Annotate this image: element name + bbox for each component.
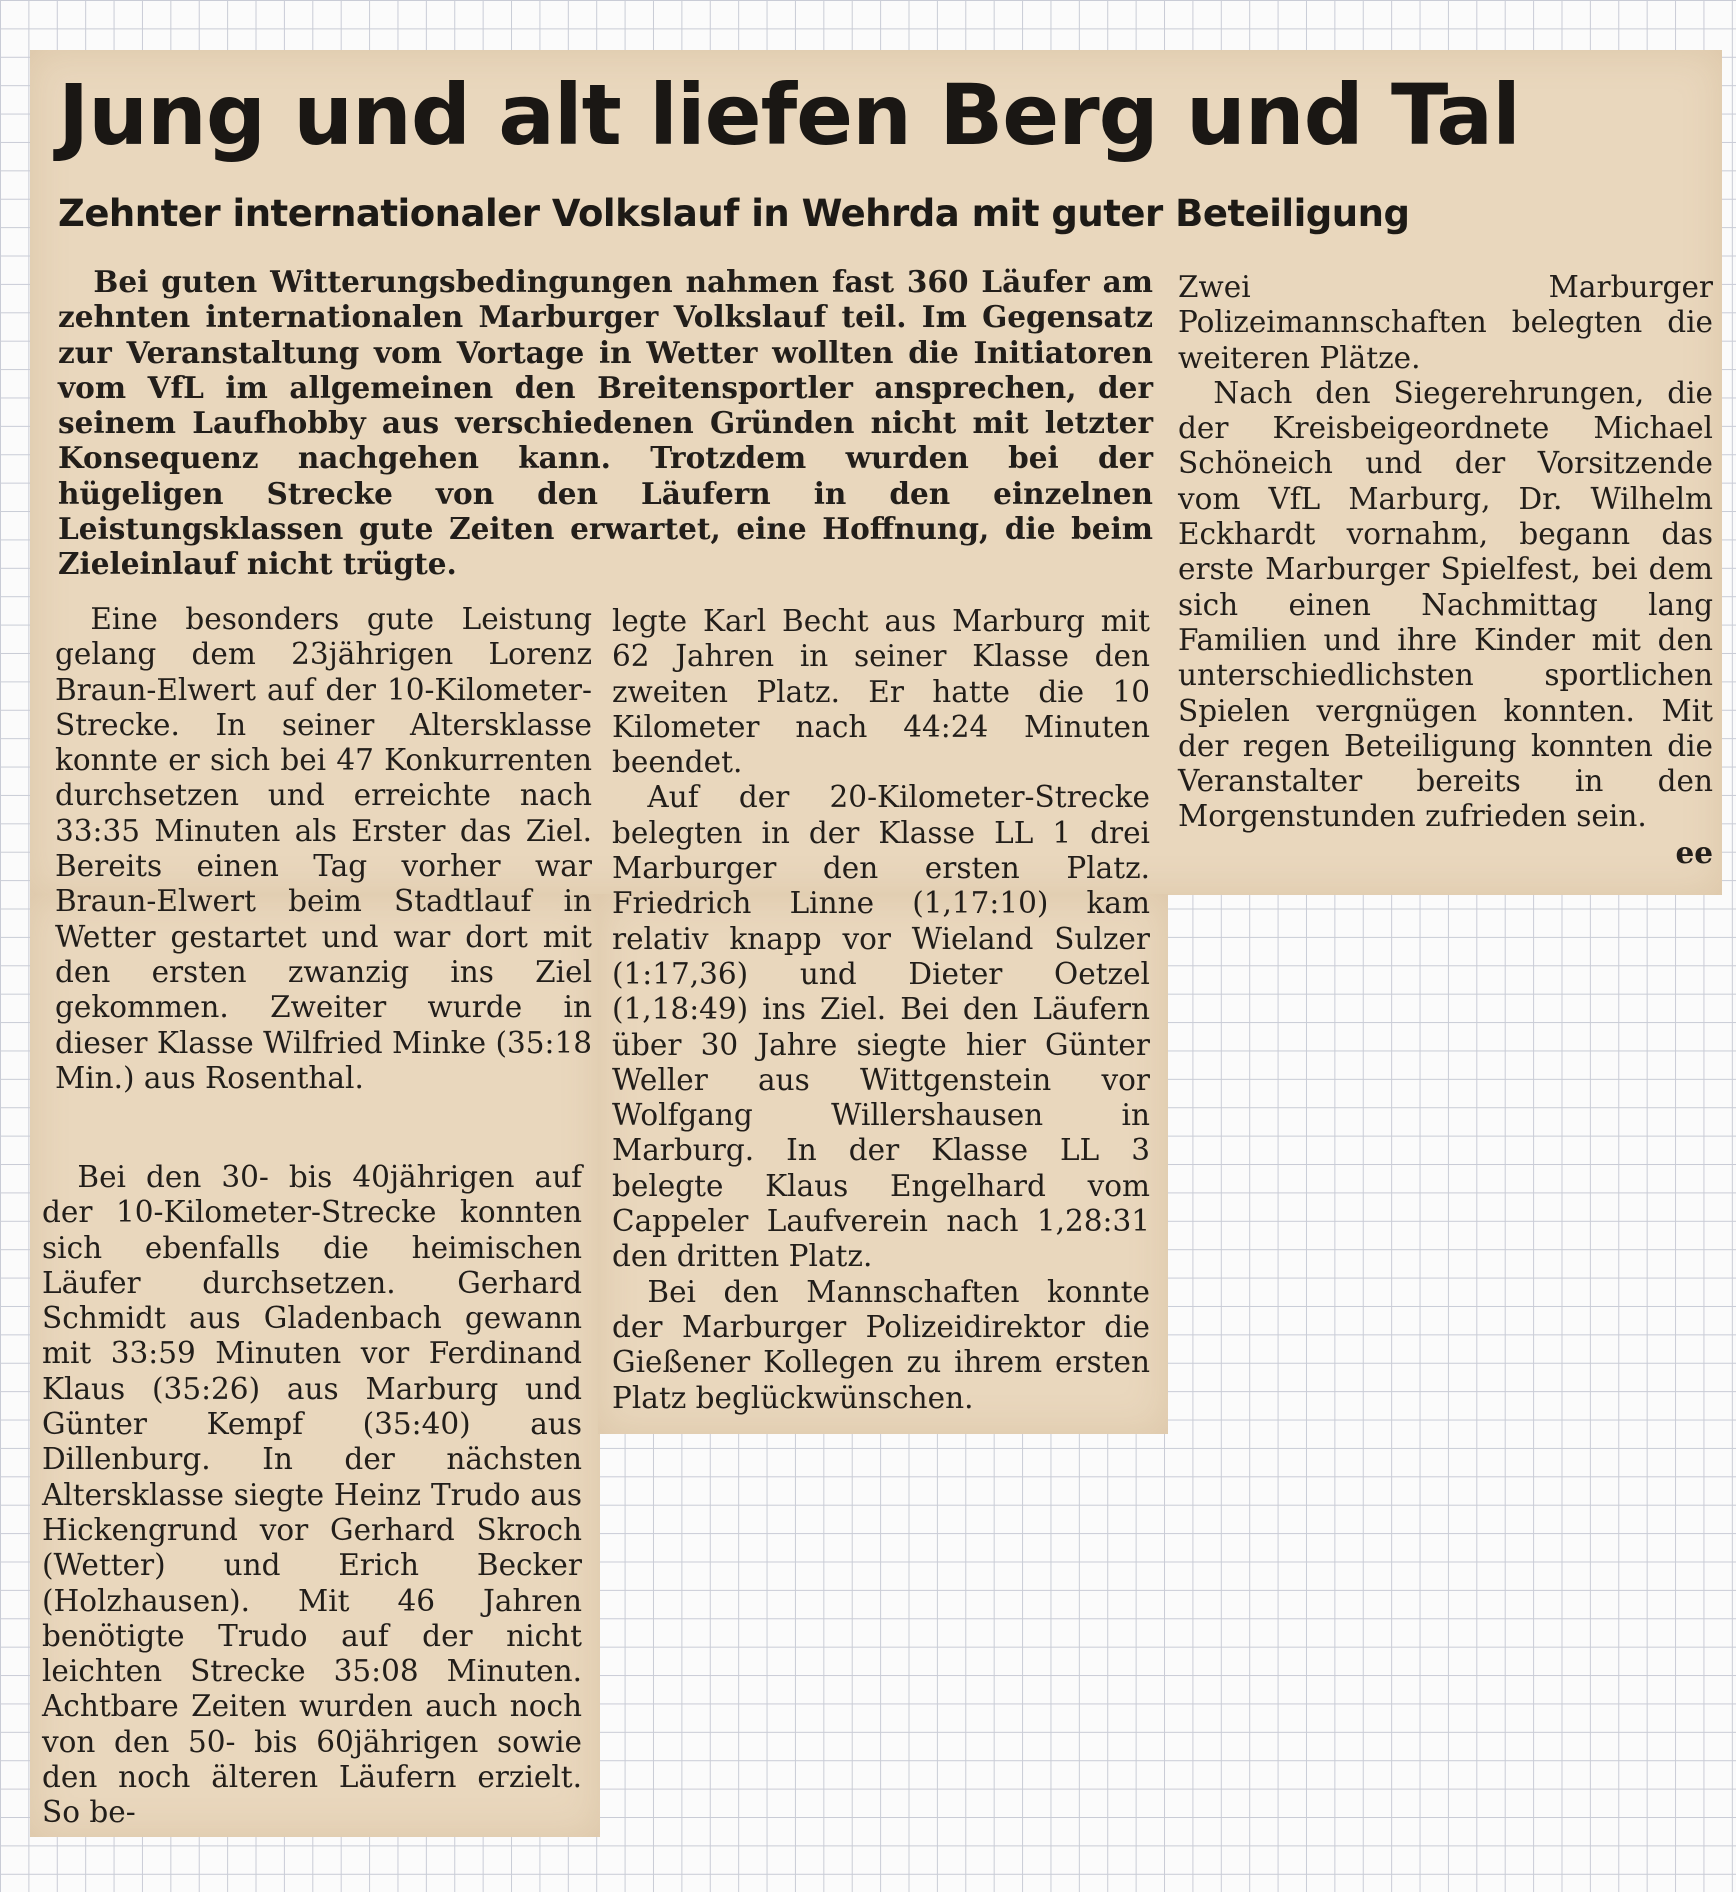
column-1	[55, 602, 592, 1096]
column-2	[612, 604, 1150, 1416]
col2-paragraph-2: Auf der 20-Kilometer-Strecke belegten in der Klasse LL 1 drei Marburger den ersten Platz. Friedrich Linne (1,17:10) kam relativ knapp vor Wieland Sulzer (1:17,36) und Dieter Oetzel (1,18:49) ins Ziel. Bei den Läufern über 30 Jahre siegte hier Günter Weller aus Wittgenstein vor Wolfgang Willershausen in Marburg. In der Klasse LL 3 belegte Klaus Engelhard vom Cappeler Laufverein nach 1,28:31 den dritten Platz.	[612, 780, 1150, 1274]
author-signature: ee	[1675, 834, 1713, 870]
lead-paragraph	[58, 264, 1153, 582]
col3-paragraph-2-wrap	[1178, 375, 1713, 870]
col2-paragraph-1: legte Karl Becht aus Marburg mit 62 Jahren in seiner Klasse den zweiten Platz. Er hatte die 10 Kilometer nach 44:24 Minuten beendet.	[612, 604, 1150, 780]
subheadline: Zehnter internationaler Volkslauf in Wehrda mit guter Beteiligung	[58, 192, 1410, 235]
col1-paragraph-2: Bei den 30- bis 40jährigen auf der 10-Kilometer-Strecke konnten sich ebenfalls die heimischen Läufer durchsetzen. Gerhard Schmidt aus Gladenbach gewann mit 33:59 Minuten vor Ferdinand Klaus (35:26) aus Marburg und Günter Kempf (35:40) aus Dillenburg. In der nächsten Altersklasse siegte Heinz Trudo aus Hickengrund vor Gerhard Skroch (Wetter) und Erich Becker (Holzhausen). Mit 46 Jahren benötigte Trudo auf der nicht leichten Strecke 35:08 Minuten. Achtbare Zeiten wurden auch noch von den 50- bis 60jährigen sowie den noch älteren Läufern erzielt. So be-	[42, 1160, 582, 1830]
headline: Jung und alt liefen Berg und Tal	[58, 66, 1520, 164]
col3-paragraph-2: Nach den Siegerehrungen, die der Kreisbeigeordnete Michael Schöneich und der Vorsitzende vom VfL Marburg, Dr. Wilhelm Eckhardt vornahm, begann das erste Marburger Spielfest, bei dem sich einen Nachmittag lang Familien und ihre Kinder mit den unterschiedlichsten sportlichen Spielen vergnügen konnten. Mit der regen Beteiligung konnten die Veranstalter bereits in den Morgenstunden zufrieden sein.	[1178, 375, 1713, 834]
column-3	[1178, 270, 1713, 870]
col1-paragraph-1: Eine besonders gute Leistung gelang dem 23jährigen Lorenz Braun-Elwert auf der 10-Kilometer-Strecke. In seiner Altersklasse konnte er sich bei 47 Konkurrenten durchsetzen und erreichte nach 33:35 Minuten als Erster das Ziel. Bereits einen Tag vorher war Braun-Elwert beim Stadtlauf in Wetter gestartet und war dort mit den ersten zwanzig ins Ziel gekommen. Zweiter wurde in dieser Klasse Wilfried Minke (35:18 Min.) aus Rosenthal.	[55, 602, 592, 1095]
lead-text: Bei guten Witterungsbedingungen nahmen fast 360 Läufer am zehnten internationalen Marburger Volkslauf teil. Im Gegensatz zur Veranstaltung vom Vortage in Wetter wollten die Initiatoren vom VfL im allgemeinen den Breitensportler ansprechen, der seinem Laufhobby aus verschiedenen Gründen nicht mit letzter Konsequenz nachgehen kann. Trotzdem wurden bei der hügeligen Strecke von den Läufern in den einzelnen Leistungsklassen gute Zeiten erwartet, eine Hoffnung, die beim Zieleinlauf nicht trügte.	[58, 264, 1153, 582]
col3-paragraph-1: Zwei Marburger Polizeimannschaften belegten die weiteren Plätze.	[1178, 270, 1713, 375]
column-1-continued	[42, 1160, 582, 1831]
col2-paragraph-3: Bei den Mannschaften konnte der Marburger Polizeidirektor die Gießener Kollegen zu ihrem ersten Platz beglückwünschen.	[612, 1274, 1150, 1415]
